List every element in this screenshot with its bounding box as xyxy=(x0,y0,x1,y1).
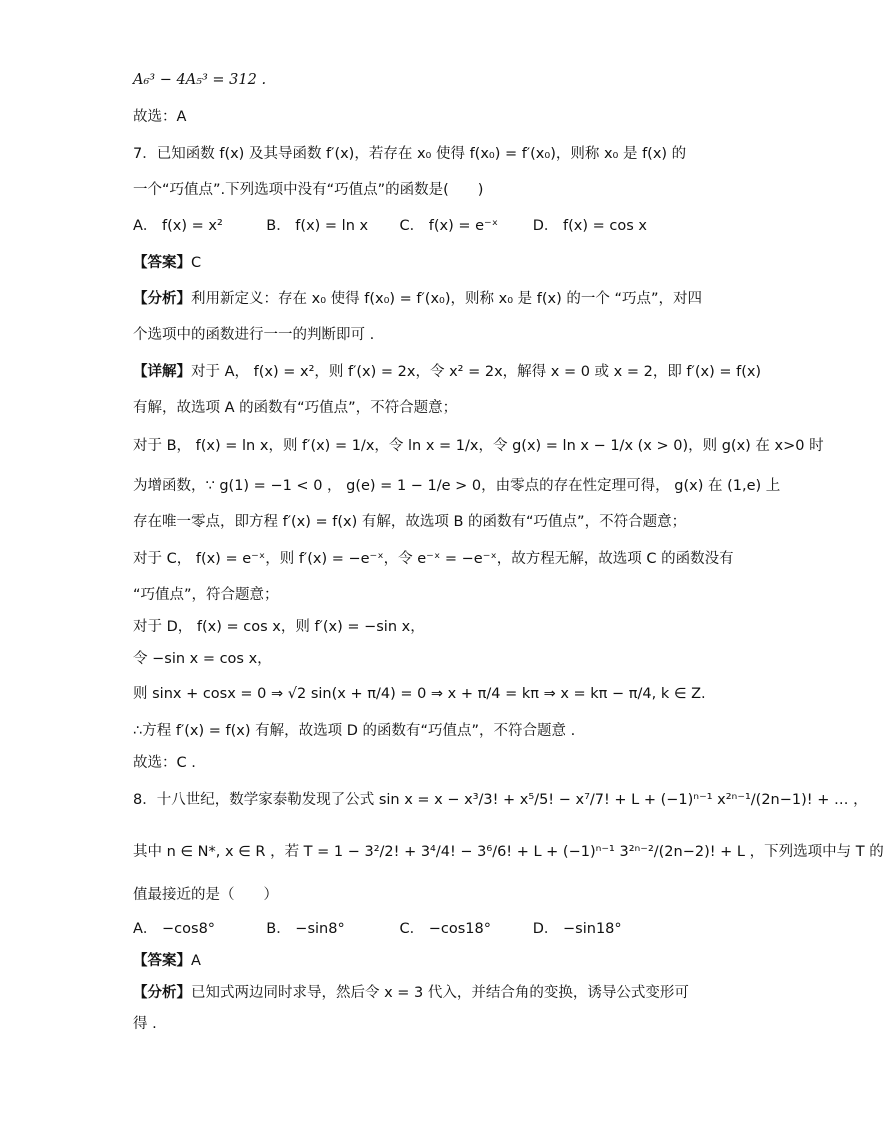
question-7-stem-cont: 一个“巧值点”.下列选项中没有“巧值点”的函数是( ) xyxy=(133,182,484,198)
detail-text: 对于 A， f(x) = x²，则 f′(x) = 2x，令 x² = 2x，解得 x = 0 或 x = 2，即 f′(x) = f(x) xyxy=(191,364,762,380)
answer-text: C xyxy=(191,255,202,271)
option-a: A． f(x) = x² xyxy=(133,218,223,234)
detail-line: 则 sinx + cosx = 0 ⇒ √2 sin(x + π/4) = 0 ⇒ x + π/4 = kπ ⇒ x = kπ − π/4, k ∈ Z. xyxy=(133,686,706,702)
analysis-text: 已知式两边同时求导，然后令 x = 3 代入，并结合角的变换，诱导公式变形可 xyxy=(191,985,689,1001)
detail-line: 令 −sin x = cos x， xyxy=(133,651,272,667)
analysis-cont: 个选项中的函数进行一一的判断即可 . xyxy=(133,327,375,343)
answer-line xyxy=(133,951,666,971)
option-c: C． −cos18° xyxy=(399,921,491,937)
detail-line: 对于 D， f(x) = cos x，则 f′(x) = −sin x， xyxy=(133,619,425,635)
detail-line: 对于 B， f(x) = ln x，则 f′(x) = 1/x，令 ln x = 1/x，令 g(x) = ln x − 1/x (x > 0)，则 g(x) 在 x>0 时 xyxy=(133,438,824,454)
analysis-cont: 得 . xyxy=(133,1016,157,1032)
formula-line: A₆³ − 4A₅³ = 312 . xyxy=(133,72,267,88)
option-b: B． f(x) = ln x xyxy=(266,218,369,234)
detail-line: 存在唯一零点，即方程 f′(x) = f(x) 有解，故选项 B 的函数有“巧值点”，不符合题意； xyxy=(133,514,687,530)
analysis-line xyxy=(133,983,689,1003)
question-8-stem: 8．十八世纪，数学家泰勒发现了公式 sin x = x − x³/3! + x⁵/5! − x⁷/7! + L + (−1)ⁿ⁻¹ x²ⁿ⁻¹/(2n−1)! + … ， xyxy=(133,792,868,808)
choice-line: 故选：C . xyxy=(133,755,196,771)
option-a: A． −cos8° xyxy=(133,921,216,937)
choice-line: 故选：A xyxy=(133,109,187,125)
analysis-tag: 【分析】 xyxy=(133,985,191,1001)
question-8-options xyxy=(133,919,666,939)
option-c: C． f(x) = e⁻ˣ xyxy=(399,218,499,234)
option-b: B． −sin8° xyxy=(266,921,345,937)
detail-line: 为增函数，∵ g(1) = −1 < 0 ， g(e) = 1 − 1/e > 0，由零点的存在性定理可得， g(x) 在 (1,e) 上 xyxy=(133,478,781,494)
answer-tag: 【答案】 xyxy=(133,255,191,271)
question-7-stem: 7．已知函数 f(x) 及其导函数 f′(x)，若存在 x₀ 使得 f(x₀) = f′(x₀)，则称 x₀ 是 f(x) 的 xyxy=(133,146,687,162)
detail-tag: 【详解】 xyxy=(133,364,191,380)
detail-line: 有解，故选项 A 的函数有“巧值点”，不符合题意； xyxy=(133,400,458,416)
analysis-line xyxy=(133,289,702,309)
question-7-options xyxy=(133,216,666,236)
question-8-stem-cont: 值最接近的是（ ） xyxy=(133,887,278,903)
detail-line: 对于 C， f(x) = e⁻ˣ，则 f′(x) = −e⁻ˣ，令 e⁻ˣ = −e⁻ˣ，故方程无解，故选项 C 的函数没有 xyxy=(133,551,734,567)
answer-line xyxy=(133,253,666,273)
option-d: D． f(x) = cos x xyxy=(532,218,647,234)
detail-line: “巧值点”，符合题意； xyxy=(133,587,279,603)
detail-line xyxy=(133,362,762,382)
analysis-tag: 【分析】 xyxy=(133,291,191,307)
option-d: D． −sin18° xyxy=(532,921,622,937)
answer-text: A xyxy=(191,953,201,969)
analysis-text: 利用新定义：存在 x₀ 使得 f(x₀) = f′(x₀)，则称 x₀ 是 f(x) 的一个 “巧点”，对四 xyxy=(191,291,702,307)
question-8-stem-cont: 其中 n ∈ N*, x ∈ R ，若 T = 1 − 3²/2! + 3⁴/4! − 3⁶/6! + L + (−1)ⁿ⁻¹ 3²ⁿ⁻²/(2n−2)! + L ，下列选项中与 T 的 xyxy=(133,844,884,860)
answer-tag: 【答案】 xyxy=(133,953,191,969)
detail-line: ∴方程 f′(x) = f(x) 有解，故选项 D 的函数有“巧值点”，不符合题意 . xyxy=(133,723,576,739)
